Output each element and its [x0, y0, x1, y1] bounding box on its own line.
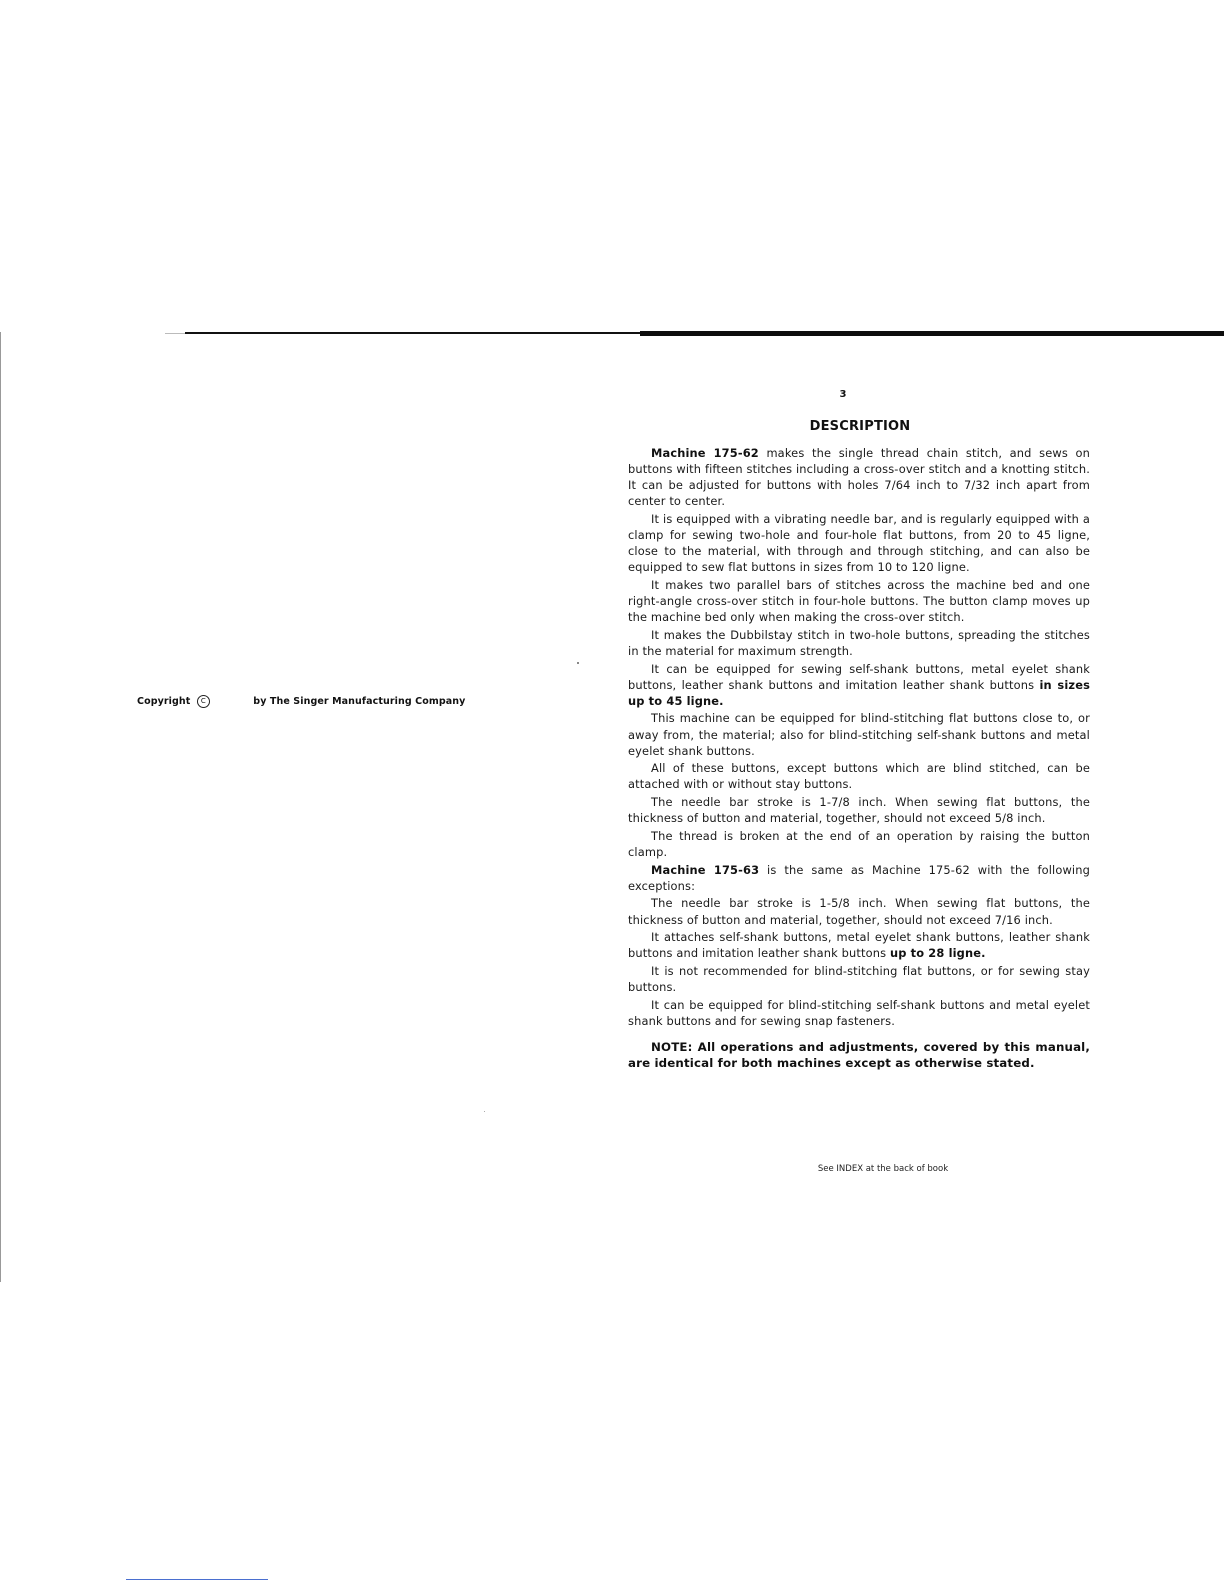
scan-bottom-rule — [126, 1579, 268, 1580]
paragraph — [628, 862, 1090, 894]
scan-top-rule-thick — [640, 331, 1224, 336]
paragraph-text: The needle bar stroke is 1-5/8 inch. When sewing flat buttons, the thickness of button and material, together, should not exceed 7/16 inch. — [628, 896, 1090, 927]
paragraph-text: It makes two parallel bars of stitches across the machine bed and one right-angle cross-over stitch in four-hole buttons. The button clamp moves up the machine bed only when making the cross-over stitch. — [628, 577, 1090, 625]
scan-dust-speck — [577, 662, 579, 664]
paragraph-text: It can be equipped for sewing self-shank buttons, metal eyelet shank buttons, leather shank buttons and imitation leather shank buttons — [628, 661, 1090, 692]
copyright-label: Copyright — [137, 696, 191, 707]
paragraph — [628, 577, 1090, 625]
paragraph-text: is the same as Machine 175-62 with the following exceptions: — [628, 862, 1090, 893]
paragraph — [628, 828, 1090, 860]
paragraph-text: It makes the Dubbilstay stitch in two-hole buttons, spreading the stitches in the material for maximum strength. — [628, 627, 1090, 658]
description-body — [628, 445, 1090, 1073]
paragraph-text: It is not recommended for blind-stitching flat buttons, or for sewing stay buttons. — [628, 964, 1090, 995]
paragraph — [628, 760, 1090, 792]
paragraph — [628, 963, 1090, 995]
see-index-reference: See INDEX at the back of book — [817, 1164, 949, 1174]
paragraph — [628, 627, 1090, 659]
scan-rule-faint — [165, 333, 187, 334]
paragraph — [628, 511, 1090, 575]
page-number: 3 — [839, 389, 847, 400]
paragraph-text: The needle bar stroke is 1-7/8 inch. When sewing flat buttons, the thickness of button and material, together, should not exceed 5/8 inch. — [628, 795, 1090, 826]
copyright-holder: by The Singer Manufacturing Company — [253, 696, 466, 707]
copyright-line — [137, 695, 465, 708]
paragraph-text: It attaches self-shank buttons, metal eyelet shank buttons, leather shank buttons and imitation leather shank buttons — [628, 930, 1090, 961]
scan-left-edge — [0, 332, 1, 1282]
paragraph — [628, 661, 1090, 709]
note-paragraph: NOTE: All operations and adjustments, covered by this manual, are identical for both machines except as otherwise stated. — [628, 1040, 1090, 1071]
paragraph-text: It is equipped with a vibrating needle bar, and is regularly equipped with a clamp for sewing two-hole and four-hole flat buttons, from 20 to 45 ligne, close to the material, with through and through stitching, and can also be equipped to sew flat buttons in sizes from 10 to 120 ligne. — [628, 511, 1090, 575]
paragraph-trail-bold: in sizes up to 45 ligne. — [628, 677, 1090, 708]
paragraph-text: All of these buttons, except buttons which are blind stitched, can be attached with or without stay buttons. — [628, 761, 1090, 792]
copyright-symbol-icon: C — [197, 695, 210, 708]
paragraph-lead-bold: Machine 175-62 — [651, 446, 759, 460]
paragraph — [628, 997, 1090, 1029]
paragraph-trail-bold: up to 28 ligne. — [889, 946, 986, 961]
paragraph — [628, 445, 1090, 509]
scan-dust-speck — [484, 1111, 485, 1112]
paragraph — [628, 794, 1090, 826]
paragraph-text: It can be equipped for blind-stitching self-shank buttons and metal eyelet shank buttons and for sewing snap fasteners. — [628, 997, 1090, 1028]
paragraph — [628, 929, 1090, 961]
section-title: DESCRIPTION — [809, 419, 911, 434]
paragraph-text: The thread is broken at the end of an operation by raising the button clamp. — [628, 828, 1090, 859]
paragraph-lead-bold: Machine 175-63 — [651, 862, 760, 877]
paragraph — [628, 710, 1090, 758]
paragraph-text: makes the single thread chain stitch, and sews on buttons with fifteen stitches including a cross-over stitch and a knotting stitch. It can be adjusted for buttons with holes 7/64 inch to 7/32 inch apart from center to center. — [628, 446, 1090, 509]
paragraph-text: This machine can be equipped for blind-stitching flat buttons close to, or away from, the material; also for blind-stitching self-shank buttons and metal eyelet shank buttons. — [628, 711, 1090, 758]
paragraph — [628, 895, 1090, 927]
